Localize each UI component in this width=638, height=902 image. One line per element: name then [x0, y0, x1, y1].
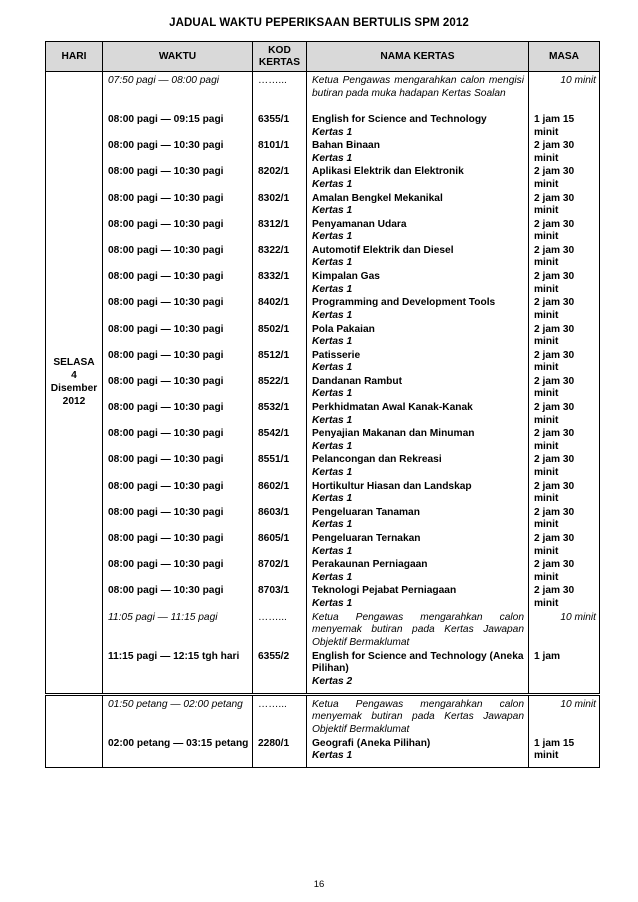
paper-title: Kimpalan Gas — [312, 271, 380, 283]
page-title: JADUAL WAKTU PEPERIKSAAN BERTULIS SPM 2012 — [169, 17, 469, 29]
exam-time: 08:00 pagi — 10:30 pagi — [108, 349, 224, 361]
paper-title: Geografi (Aneka Pilihan) — [312, 737, 431, 749]
paper-code: 8512/1 — [258, 349, 290, 361]
paper-code: 8542/1 — [258, 428, 290, 440]
exam-time: 08:00 pagi — 10:30 pagi — [108, 192, 224, 204]
header-nama-kertas: NAMA KERTAS — [307, 42, 529, 72]
paper-title: Programming and Development Tools — [312, 297, 496, 309]
paper-title: Dandanan Rambut — [312, 375, 402, 387]
paper-number: Kertas 1 — [312, 362, 353, 374]
paper-code: 8532/1 — [258, 402, 290, 414]
exam-time: 08:00 pagi — 10:30 pagi — [108, 297, 224, 309]
paper-number: Kertas 1 — [312, 336, 353, 347]
duration: 2 jam 30 minit — [534, 454, 575, 478]
duration: 2 jam 30 minit — [534, 192, 575, 217]
exam-time: 08:00 pagi — 10:30 pagi — [108, 559, 224, 571]
duration: 2 jam 30 minit — [534, 375, 575, 400]
paper-number: Kertas 1 — [312, 126, 353, 138]
paper-number: Kertas 1 — [312, 205, 353, 217]
paper-number: Kertas 1 — [312, 414, 353, 426]
duration: 2 jam 30 minit — [534, 349, 575, 374]
paper-title: Pelancongan dan Rekreasi — [312, 454, 442, 466]
day-line: 4 — [71, 370, 77, 382]
paper-name — [307, 699, 528, 738]
paper-name — [307, 481, 528, 507]
paper-name — [307, 559, 528, 585]
day-line: 2012 — [62, 396, 86, 408]
table-body — [46, 72, 600, 768]
paper-title: Perkhidmatan Awal Kanak-Kanak — [312, 402, 473, 414]
paper-code: ……... — [258, 698, 287, 710]
exam-time: 08:00 pagi — 10:30 pagi — [108, 454, 224, 466]
day-cell — [46, 72, 103, 695]
paper-code: 8202/1 — [258, 166, 290, 178]
table-header-row — [46, 42, 600, 72]
paper-name — [307, 324, 528, 350]
paper-code: 8703/1 — [258, 585, 290, 597]
duration: 2 jam 30 minit — [534, 297, 575, 321]
paper-name — [307, 402, 528, 428]
paper-code: 6355/1 — [258, 114, 290, 125]
paper-title: Aplikasi Elektrik dan Elektronik — [312, 166, 464, 178]
paper-code: 8522/1 — [258, 375, 290, 387]
exam-time: 08:00 pagi — 10:30 pagi — [108, 140, 224, 152]
duration: 2 jam 30 minit — [534, 402, 575, 426]
day-line: Disember — [50, 383, 98, 395]
paper-title: Perakaunan Perniagaan — [312, 559, 428, 571]
paper-title: Hortikultur Hiasan dan Landskap — [312, 480, 472, 492]
paper-title: Ketua Pengawas mengarahkan calon mengisi butiran pada muka hadapan Kertas Soalan — [312, 75, 524, 99]
paper-name — [307, 245, 528, 271]
paper-name — [307, 533, 528, 559]
paper-number: Kertas 1 — [312, 519, 353, 531]
paper-title: Pengeluaran Ternakan — [312, 533, 421, 544]
page-number: 16 — [313, 879, 325, 890]
exam-time: 08:00 pagi — 10:30 pagi — [108, 428, 224, 440]
paper-code: 8551/1 — [258, 454, 290, 466]
duration: 2 jam 30 minit — [534, 559, 575, 583]
duration: 2 jam 30 minit — [534, 218, 575, 243]
exam-time: 08:00 pagi — 10:30 pagi — [108, 480, 224, 492]
paper-code: 8402/1 — [258, 297, 290, 309]
header-masa: MASA — [529, 42, 600, 72]
day-line: SELASA — [53, 357, 95, 369]
exam-time: 08:00 pagi — 10:30 pagi — [108, 375, 224, 387]
paper-code: 8602/1 — [258, 480, 290, 492]
paper-number: Kertas 1 — [312, 231, 353, 243]
paper-number: Kertas 1 — [312, 283, 353, 295]
paper-name — [307, 193, 528, 219]
paper-name — [307, 297, 528, 323]
paper-number: Kertas 1 — [312, 545, 353, 557]
paper-name — [307, 75, 528, 114]
paper-number: Kertas 1 — [312, 597, 353, 609]
exam-time: 08:00 pagi — 10:30 pagi — [108, 585, 224, 597]
exam-time: 08:00 pagi — 10:30 pagi — [108, 506, 224, 518]
exam-time: 08:00 pagi — 10:30 pagi — [108, 533, 224, 544]
exam-time: 08:00 pagi — 10:30 pagi — [108, 402, 224, 414]
table-row — [46, 72, 600, 695]
waktu-column — [103, 696, 253, 768]
paper-title: Pengeluaran Tanaman — [312, 506, 420, 518]
exam-time: 11:15 pagi — 12:15 tgh hari — [108, 650, 240, 662]
paper-name — [307, 350, 528, 376]
paper-number: Kertas 1 — [312, 571, 353, 583]
header-hari: HARI — [46, 42, 103, 72]
paper-code: 8332/1 — [258, 271, 290, 283]
paper-code: 2280/1 — [258, 737, 290, 749]
paper-title: Automotif Elektrik dan Diesel — [312, 244, 454, 256]
exam-time: 08:00 pagi — 10:30 pagi — [108, 166, 224, 178]
paper-number: Kertas 2 — [312, 675, 353, 687]
paper-title: Patisserie — [312, 349, 361, 361]
duration: 10 minit — [560, 611, 596, 623]
duration: 1 jam — [534, 650, 561, 662]
paper-title: Amalan Bengkel Mekanikal — [312, 192, 443, 204]
exam-time: 02:00 petang — 03:15 petang — [108, 737, 249, 749]
paper-number: Kertas 1 — [312, 309, 353, 321]
paper-name — [307, 271, 528, 297]
exam-time: 11:05 pagi — 11:15 pagi — [108, 611, 218, 623]
header-waktu: WAKTU — [103, 42, 253, 72]
exam-time: 08:00 pagi — 10:30 pagi — [108, 218, 224, 230]
paper-code: ……... — [258, 611, 287, 623]
paper-number: Kertas 1 — [312, 178, 353, 190]
paper-number: Kertas 1 — [312, 750, 353, 762]
duration: 2 jam 30 minit — [534, 271, 575, 295]
kod-column — [253, 72, 307, 695]
exam-time: 07:50 pagi — 08:00 pagi — [108, 75, 220, 86]
exam-time: 08:00 pagi — 10:30 pagi — [108, 244, 224, 256]
paper-number: Kertas 1 — [312, 388, 353, 400]
paper-title: Penyamanan Udara — [312, 218, 407, 230]
paper-code: ……... — [258, 75, 287, 86]
header-kod-kertas: KOD KERTAS — [253, 42, 307, 72]
duration: 2 jam 30 minit — [534, 428, 575, 452]
duration: 2 jam 30 minit — [534, 323, 575, 347]
paper-title: Ketua Pengawas mengarahkan calon menyemak butiran pada Kertas Jawapan Objektif Bermaklumat — [312, 698, 524, 735]
duration: 2 jam 30 minit — [534, 244, 575, 269]
day-cell — [46, 696, 103, 768]
duration: 1 jam 15 minit — [534, 737, 575, 762]
duration: 1 jam 15 minit — [534, 114, 575, 138]
exam-time: 08:00 pagi — 10:30 pagi — [108, 323, 224, 335]
duration: 2 jam 30 minit — [534, 506, 575, 531]
paper-title: Teknologi Pejabat Perniagaan — [312, 585, 457, 597]
paper-name — [307, 651, 528, 690]
exam-time: 01:50 petang — 02:00 petang — [108, 698, 243, 710]
nama-column — [307, 72, 529, 695]
masa-column — [529, 72, 600, 695]
paper-code: 8502/1 — [258, 323, 290, 335]
paper-code: 8702/1 — [258, 559, 290, 571]
paper-name — [307, 585, 528, 611]
duration: 2 jam 30 minit — [534, 533, 575, 557]
duration: 2 jam 30 minit — [534, 480, 575, 505]
masa-column — [529, 696, 600, 768]
exam-timetable — [45, 41, 600, 768]
paper-name — [307, 114, 528, 140]
paper-number: Kertas 1 — [312, 440, 353, 452]
paper-code: 8302/1 — [258, 192, 290, 204]
paper-title: English for Science and Technology — [312, 114, 487, 125]
paper-code: 8312/1 — [258, 218, 290, 230]
duration: 2 jam 30 minit — [534, 140, 575, 164]
paper-code: 8322/1 — [258, 244, 290, 256]
table-row — [46, 696, 600, 768]
paper-name — [307, 612, 528, 651]
paper-code: 6355/2 — [258, 650, 290, 662]
waktu-column — [103, 72, 253, 695]
nama-column — [307, 696, 529, 768]
paper-name — [307, 140, 528, 166]
paper-title: Ketua Pengawas mengarahkan calon menyemak butiran pada Kertas Jawapan Objektif Bermaklumat — [312, 611, 524, 648]
paper-name — [307, 219, 528, 245]
duration: 2 jam 30 minit — [534, 166, 575, 190]
paper-name — [307, 428, 528, 454]
paper-name — [307, 376, 528, 402]
exam-time: 08:00 pagi — 10:30 pagi — [108, 271, 224, 283]
paper-title: Pola Pakaian — [312, 323, 375, 335]
duration: 10 minit — [560, 698, 596, 710]
paper-number: Kertas 1 — [312, 493, 353, 505]
paper-number: Kertas 1 — [312, 152, 353, 164]
paper-code: 8605/1 — [258, 533, 290, 544]
paper-name — [307, 166, 528, 192]
duration: 2 jam 30 minit — [534, 585, 575, 609]
paper-number: Kertas 1 — [312, 257, 353, 269]
paper-title: Penyajian Makanan dan Minuman — [312, 428, 475, 440]
paper-name — [307, 738, 528, 764]
paper-title: English for Science and Technology (Aneka Pilihan) — [312, 650, 524, 675]
paper-number: Kertas 1 — [312, 466, 353, 478]
paper-code: 8603/1 — [258, 506, 290, 518]
kod-column — [253, 696, 307, 768]
paper-name — [307, 454, 528, 480]
exam-time: 08:00 pagi — 09:15 pagi — [108, 114, 224, 125]
duration: 10 minit — [560, 75, 596, 86]
paper-code: 8101/1 — [258, 140, 290, 152]
paper-title: Bahan Binaan — [312, 140, 380, 152]
paper-name — [307, 507, 528, 533]
